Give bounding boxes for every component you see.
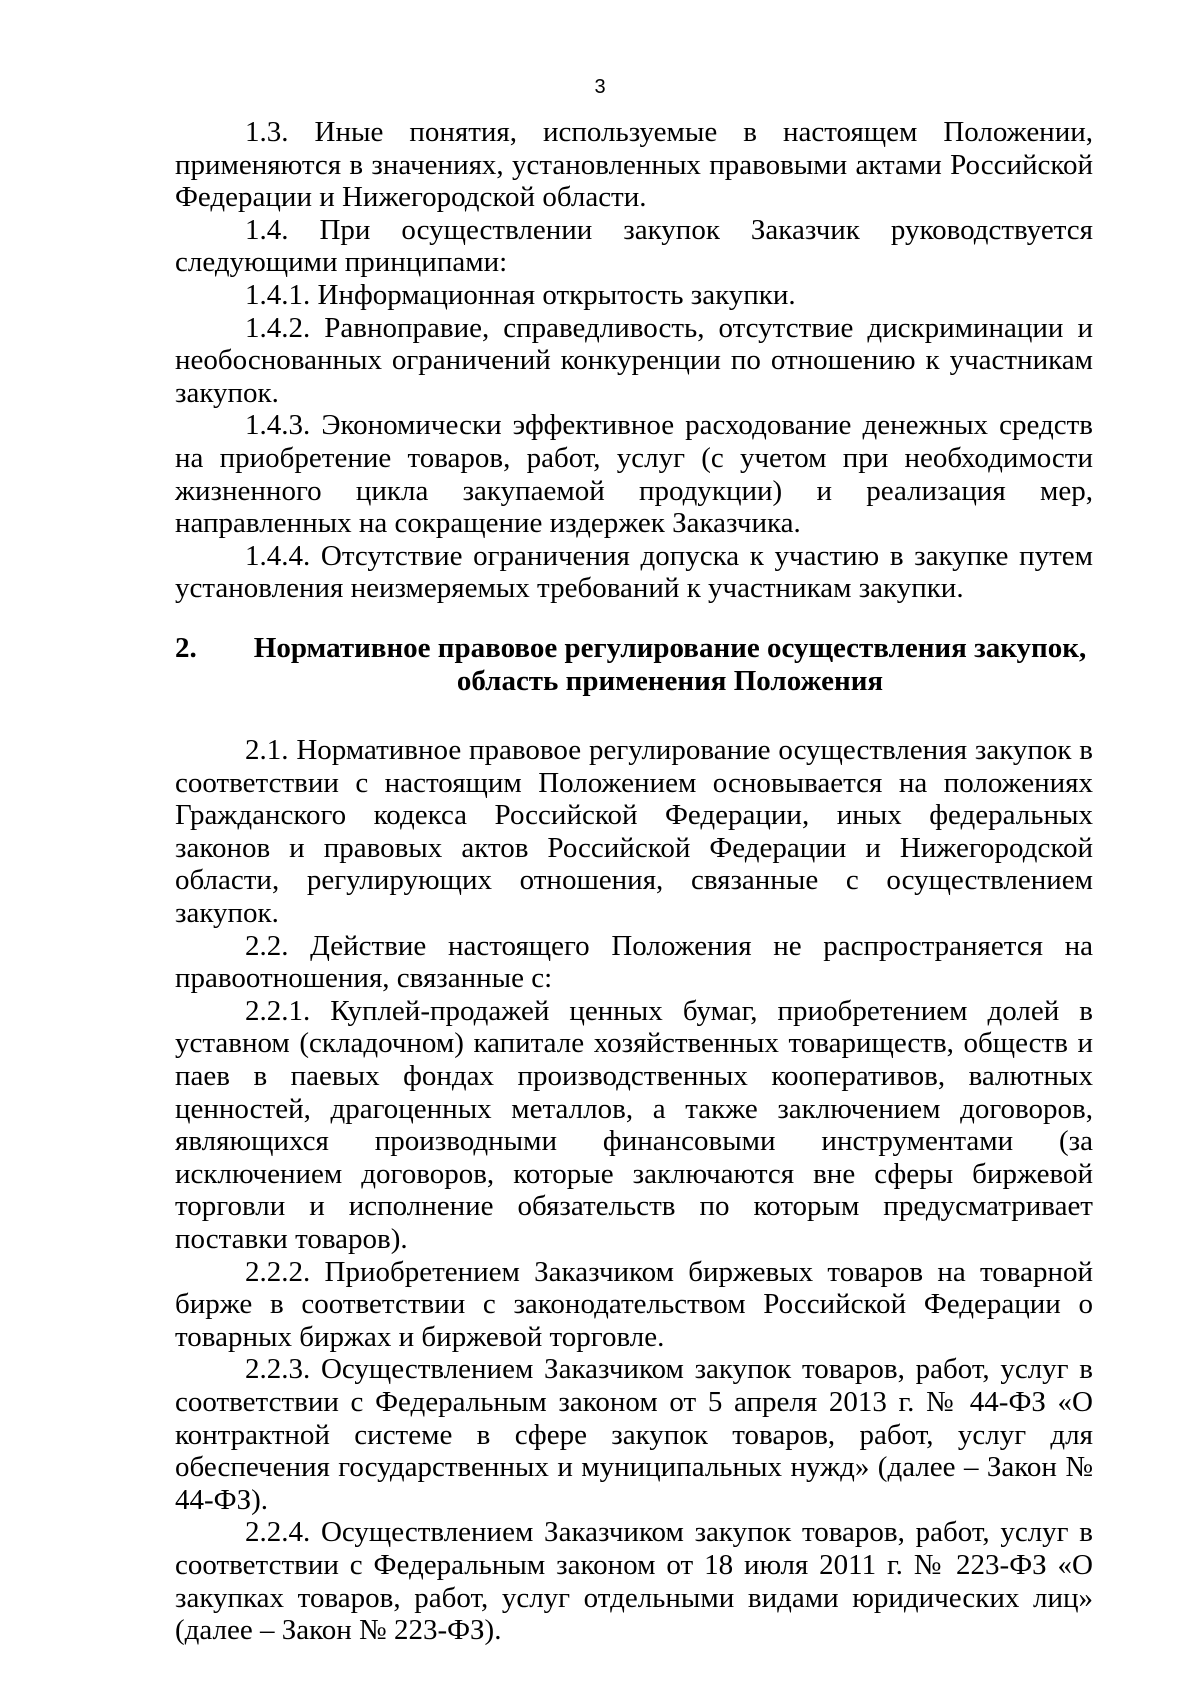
- section-title: [247, 632, 1093, 697]
- paragraph-2-2-2: 2.2.2. Приобретением Заказчиком биржевых товаров на товарной бирже в соответствии с законодательством Российской Федерации о товарных биржах и биржевой торговле.: [175, 1255, 1093, 1353]
- section-heading: [175, 632, 1093, 697]
- paragraph-2-2-4: 2.2.4. Осуществлением Заказчиком закупок товаров, работ, услуг в соответствии с Федеральным законом от 18 июля 2011 г. № 223-ФЗ «О закупках товаров, работ, услуг отдельными видами юридических лиц» (далее – Закон № 223-ФЗ).: [175, 1516, 1093, 1647]
- paragraph-1-4-4: 1.4.4. Отсутствие ограничения допуска к участию в закупке путем установления неизмеряемых требований к участникам закупки.: [175, 539, 1093, 605]
- paragraph-1-4: 1.4. При осуществлении закупок Заказчик руководствуется следующими принципами:: [175, 213, 1093, 279]
- section-title-line-1: Нормативное правовое регулирование осуществления закупок,: [253, 631, 1087, 664]
- paragraph-2-2-1: 2.2.1. Куплей-продажей ценных бумаг, приобретением долей в уставном (складочном) капитале хозяйственных товариществ, обществ и паев в паевых фондах производственных кооперативов, валютных ценностей, драгоценных металлов, а также заключением договоров, являющихся производными финансовыми инструментами (за исключением договоров, которые заключаются вне сферы биржевой торговли и исполнение обязательств по которым предусматривает поставки товаров).: [175, 994, 1093, 1255]
- section-number: 2.: [175, 631, 197, 664]
- paragraph-1-3: 1.3. Иные понятия, используемые в настоящем Положении, применяются в значениях, установленных правовыми актами Российской Федерации и Нижегородской области.: [175, 116, 1093, 214]
- document-body: [175, 116, 1093, 1647]
- paragraph-2-2: 2.2. Действие настоящего Положения не распространяется на правоотношения, связанные с:: [175, 929, 1093, 995]
- paragraph-1-4-2: 1.4.2. Равноправие, справедливость, отсутствие дискриминации и необоснованных ограничений конкуренции по отношению к участникам закупок.: [175, 311, 1093, 409]
- paragraph-1-4-1: 1.4.1. Информационная открытость закупки.: [245, 278, 796, 311]
- paragraph-2-1: 2.1. Нормативное правовое регулирование осуществления закупок в соответствии с настоящим Положением основывается на положениях Гражданского кодекса Российской Федерации, иных федеральных законов и правовых актов Российской Федерации и Нижегородской области, регулирующих отношения, связанные с осуществлением закупок.: [175, 734, 1093, 930]
- section-title-line-2: область применения Положения: [456, 664, 884, 697]
- paragraph-2-2-3: 2.2.3. Осуществлением Заказчиком закупок товаров, работ, услуг в соответствии с Федеральным законом от 5 апреля 2013 г. № 44-ФЗ «О контрактной системе в сфере закупок товаров, работ, услуг для обеспечения государственных и муниципальных нужд» (далее – Закон № 44-ФЗ).: [175, 1353, 1093, 1516]
- page-number: 3: [594, 76, 606, 98]
- paragraph-1-4-3: 1.4.3. Экономически эффективное расходование денежных средств на приобретение товаров, работ, услуг (с учетом при необходимости жизненного цикла закупаемой продукции) и реализация мер, направленных на сокращение издержек Заказчика.: [175, 409, 1093, 540]
